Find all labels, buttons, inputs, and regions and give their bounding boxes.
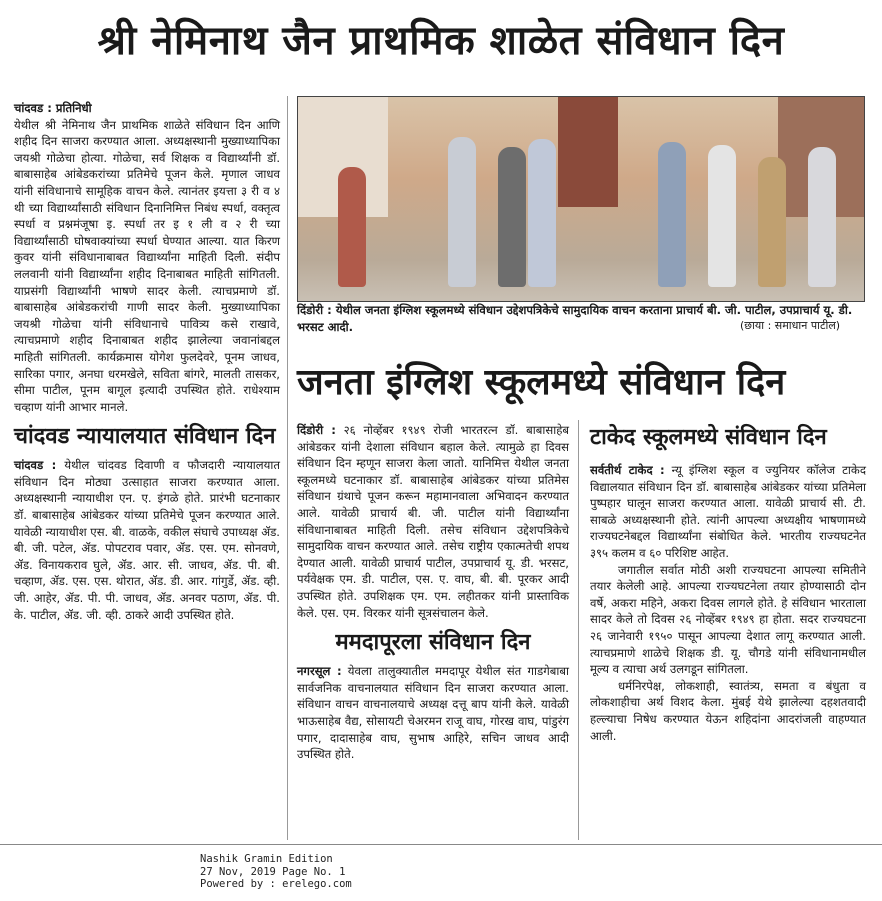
footer-edition: Nashik Gramin Edition	[200, 853, 333, 865]
mamdapur-article-title: ममदापूरला संविधान दिन	[335, 630, 531, 656]
footer-date-page: 27 Nov, 2019 Page No. 1	[200, 865, 346, 878]
caption-text: दिंडोरी : येथील जनता इंग्लिश स्कूलमध्ये संविधान उद्देशपत्रिकेचे सामुदायिक वाचन करताना प्राचार्य बी. जी. पाटील, उपप्राचार्य यू. डी. भरसट आदी.	[297, 303, 853, 334]
mamdapur-dateline: नगरसूल :	[297, 664, 342, 679]
article-janata	[297, 422, 569, 763]
footer-powered: Powered by : erelego.com	[200, 878, 352, 890]
photo-credit: (छाया : समाधान पाटील)	[740, 319, 841, 332]
court-article-body: येथील चांदवड दिवाणी व फौजदारी न्यायालयात संविधान दिन मोठ्या उत्साहात साजरा करण्यात आला. अध्यक्षस्थानी न्यायाधीश एन. ए. इंगळे होते. प्रारंभी घटनाकार डॉ. बाबासाहेब आंबेडकर यांच्या प्रतिमेचे पूजन करण्यात आले. यावेळी न्यायाधीश एस. बी. वाळके, वकील संघाचे उपाध्यक्ष ॲड. बी. जी. पटेल, ॲड. पोपटराव पवार, ॲड. एस. एम. सोनवणे, ॲड. विनायकराव घुले, ॲड. आर. सी. जाधव, ॲड. पी. बी. चव्हाण, ॲड. एस. एस. थोरात, ॲड. डी. आर. गांगुर्डे, ॲड. व्ही. जी. आहेर, ॲड. पी. पी. जाधव, ॲड. अनवर पठाण, ॲड. पी. के. पाटील, ॲड. जी. व्ही. ठाकरे आदी उपस्थित होते.	[14, 458, 281, 622]
article-body: येथील श्री नेमिनाथ जैन प्राथमिक शाळेते संविधान दिन आणि शहीद दिन साजरा करण्यात आला. अध्यक्षस्थानी मुख्याध्यापिका जयश्री गोळेचा होत्या. गोळेचा, सर्व शिक्षक व विद्यार्थ्यांनी डॉ. बाबासाहेब आंबेडकरांच्या प्रतिमेचे पूजन केले. मृणाल जाधव यांनी संविधानाचे सामूहिक वाचन केले. त्यानंतर इयत्ता ३ री व ४ थी च्या विद्यार्थ्यांसाठी संविधान दिनानिमित्त निबंध स्पर्धा, वक्तृत्व स्पर्धा व प्रश्नमंजूषा इ. स्पर्धा तर इ १ ली व २ री च्या विद्यार्थ्यांसाठी घोषवाक्यांच्या स्पर्धा घेण्यात आल्या. यात किरण कुवर यांनी संविधानाबाबत विद्यार्थ्यांना माहिती दिली. संदीप ललवानी यांनी विद्यार्थ्यांना शहीद दिनाबाबत माहिती सांगितली. याप्रसंगी विद्यार्थ्यांनी भाषणे सादर केली. त्याचप्रमाणे डॉ. बाबासाहेब आंबेडकरांची गाणी सादर केली. मुख्याध्यापिका जयश्री गोळेचा यांनी संविधानाचे पावित्र्य कसे राखावे, त्याचप्रमाणे शहीद दिनाबाबत शहीद झालेल्या जवानांबद्दल माहिती सांगितली. कार्यक्रमास योगेश फुलदेवरे, पूनम जाधव, सारिका पगार, अनघा धरमखेले, सविता बांगरे, मालती तासकर, सीमा पाटील, पूनम बागूल इत्यादी उपस्थित होते. राधेश्याम चव्हाण यांनी आभार मानले.	[14, 117, 280, 414]
dateline: चांदवड : प्रतिनिधी	[14, 101, 92, 115]
takeda-body-2: जगातील सर्वात मोठी अशी राज्यघटना आपल्या समितीने तयार केलेली आहे. आपल्या राज्यघटनेला तयार होण्यासाठी दोन वर्षे, अकरा महिने, अकरा दिवस लागले होते. हे संविधान भारताला सादर केले तो दिवस २६ नोव्हेंबर १९४९ हा होता. सदर राज्यघटना २६ जानेवारी १९५० पासून आपल्या देशात लागू करण्यात आली. त्याचप्रमाणे शाळेचे शिक्षक डी. यू. चौगडे यांनी संविधानामधील मूल्य व त्याचा अर्थ उलगडून सांगितला.	[590, 562, 866, 677]
takeda-body-3: धर्मनिरपेक्ष, लोकशाही, स्वातंत्र्य, समता व बंधुता व लोकशाहीचा अर्थ विशद केला. मुंबई येथे झालेल्या दहशतवादी हल्ल्याचा निषेध करण्यात येऊन शहिदांना आदरांजली वाहण्यात आली.	[590, 678, 866, 743]
janata-article-body: २६ नोव्हेंबर १९४९ रोजी भारतरत्न डॉ. बाबासाहेब आंबेडकर यांनी देशाला संविधान बहाल केले. त्यामुळे हा दिवस संविधान दिन म्हणून साजरा केला जातो. यानिमित्त येथील जनता स्कूलमध्ये घटनाकार डॉ. बाबासाहेब आंबेडकर यांच्या प्रतिमेस संविधान ग्रंथाचे पूजन करून महामानवाला अभिवादन करण्यात आले. यावेळी प्राचार्य बी. जी. पाटील यांनी विद्यार्थ्यांना संविधानाबाबत माहिती दिली. तसेच संविधान उद्देशपत्रिकेचे सामुदायिक वाचन करण्यात आले. तसेच राष्ट्रीय एकात्मतेची शपथ देण्यात आली. यावेळी प्राचार्य पाटील, उपप्राचार्य यू. डी. भरसट, पर्यवेक्षक एम. डी. पाटील, एस. ए. वाघ, बी. बी. पूरकर आदी उपस्थित होते. उपशिक्षक एम. एम. लहीतकर यांनी प्रास्ताविक केले. एस. एम. विरकर यांनी सूत्रसंचालन केले.	[297, 423, 569, 620]
page-footer	[0, 844, 882, 901]
article-takeda	[590, 462, 866, 744]
takeda-article-title: टाकेद स्कूलमध्ये संविधान दिन	[590, 425, 827, 450]
janata-dateline: दिंडोरी :	[297, 423, 336, 437]
article-left	[14, 100, 280, 623]
page-headline: श्री नेमिनाथ जैन प्राथमिक शाळेत संविधान दिन	[97, 18, 785, 64]
janata-article-title: जनता इंग्लिश स्कूलमध्ये संविधान दिन	[297, 362, 786, 403]
mamdapur-article-body: येवला तालुक्यातील ममदापूर येथील संत गाडगेबाबा सार्वजनिक वाचनालयात संविधान दिन साजरा करण्यात आला. संविधान वाचन वाचनालयाचे अध्यक्ष दत्तू बाप यांनी केले. यावेळी भाऊसाहेब वैद्य, सोसायटी चेअरमन राजू वाघ, गोरख वाघ, पांडुरंग पगार, दादासाहेब वाघ, सुभाष आहिरे, सचिन जाधव आदी उपस्थित होते.	[297, 664, 569, 762]
footer-text	[200, 853, 352, 891]
event-photo	[297, 96, 865, 302]
column-divider-2	[578, 420, 579, 840]
court-dateline: चांदवड :	[14, 458, 57, 473]
court-article-title: चांदवड न्यायालयात संविधान दिन	[14, 424, 276, 450]
takeda-dateline: सर्वतीर्थ टाकेद :	[590, 463, 665, 477]
takeda-body-1: न्यू इंग्लिश स्कूल व ज्युनियर कॉलेज टाकेद विद्यालयात संविधान दिन डॉ. बाबासाहेब आंबेडकर यांच्या प्रतिमेला पुष्पहार घालून साजरा करण्यात आला. यावेळी प्राचार्य सी. टी. साबळे अध्यक्षस्थानी होते. त्यांनी आपल्या अध्यक्षीय भाषणामध्ये राज्यघटनेबद्दल विद्यार्थ्यांना संबोधित केले. भारतीय राज्यघटनेत ३९५ कलम व ६० परिशिष्ट आहेत.	[590, 463, 866, 560]
column-divider	[287, 96, 288, 840]
